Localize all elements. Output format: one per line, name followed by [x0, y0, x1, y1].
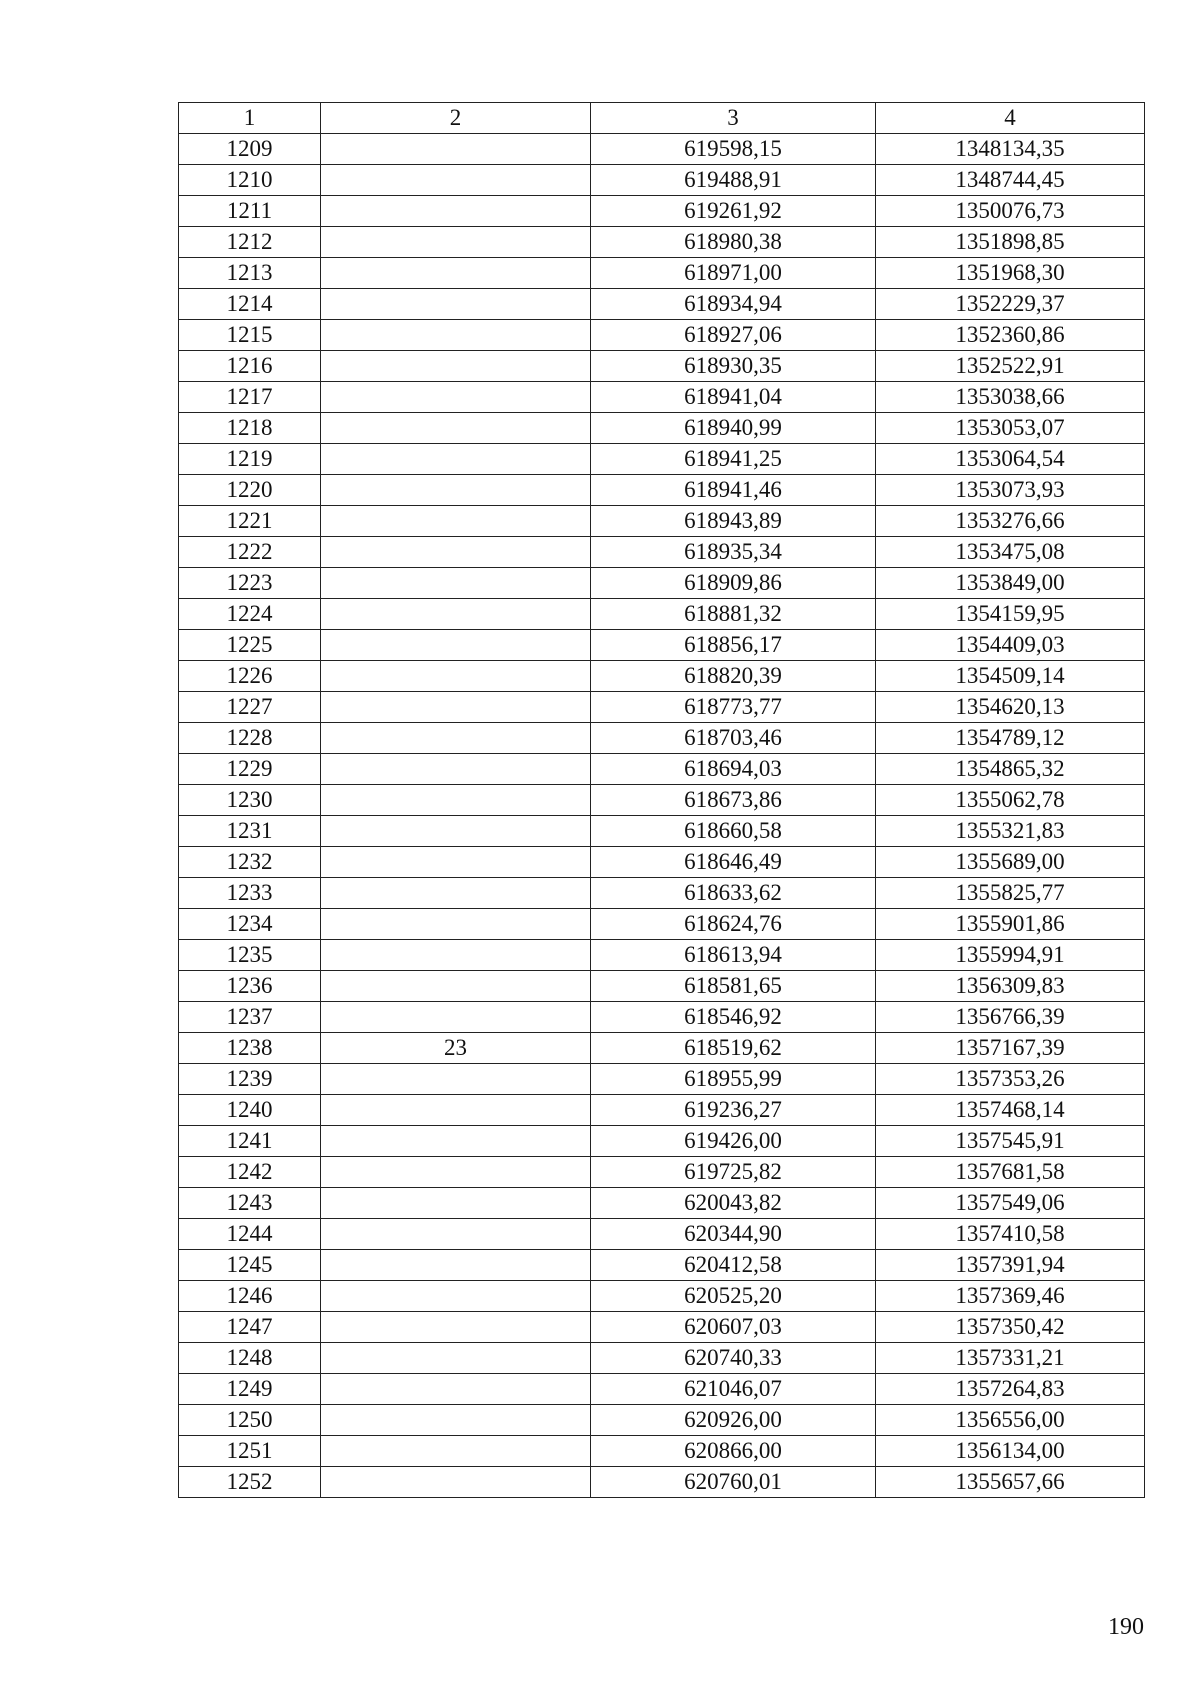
table-cell: 618881,32 [591, 599, 876, 630]
table-cell: 618856,17 [591, 630, 876, 661]
table-cell: 1353276,66 [876, 506, 1145, 537]
table-row [179, 413, 1145, 444]
table-row [179, 568, 1145, 599]
table-cell: 1248 [179, 1343, 321, 1374]
table-cell: 1357331,21 [876, 1343, 1145, 1374]
table-cell: 1226 [179, 661, 321, 692]
table-row [179, 1157, 1145, 1188]
table-cell: 1348134,35 [876, 134, 1145, 165]
table-cell [321, 289, 591, 320]
table-cell: 1241 [179, 1126, 321, 1157]
table-cell: 1355825,77 [876, 878, 1145, 909]
table-cell: 1225 [179, 630, 321, 661]
table-cell: 1252 [179, 1467, 321, 1498]
table-cell: 619488,91 [591, 165, 876, 196]
table-cell: 1223 [179, 568, 321, 599]
table-cell [321, 1095, 591, 1126]
table-cell [321, 1343, 591, 1374]
table-cell: 618703,46 [591, 723, 876, 754]
table-row [179, 351, 1145, 382]
table-cell: 1235 [179, 940, 321, 971]
table-cell: 1353849,00 [876, 568, 1145, 599]
table-row [179, 1126, 1145, 1157]
table-cell [321, 878, 591, 909]
table-row [179, 1064, 1145, 1095]
table-cell: 1211 [179, 196, 321, 227]
table-cell: 1353064,54 [876, 444, 1145, 475]
table-cell [321, 320, 591, 351]
table-row [179, 382, 1145, 413]
table-cell: 618934,94 [591, 289, 876, 320]
table-cell: 1229 [179, 754, 321, 785]
table-cell: 1212 [179, 227, 321, 258]
table-cell [321, 568, 591, 599]
table-cell: 620412,58 [591, 1250, 876, 1281]
table-cell: 618660,58 [591, 816, 876, 847]
table-row [179, 599, 1145, 630]
table-cell: 1214 [179, 289, 321, 320]
table-cell [321, 351, 591, 382]
page-number: 190 [1108, 1614, 1144, 1640]
table-row [179, 1436, 1145, 1467]
table-cell: 1357410,58 [876, 1219, 1145, 1250]
table-row [179, 1188, 1145, 1219]
table-cell [321, 909, 591, 940]
table-cell: 1230 [179, 785, 321, 816]
table-cell [321, 971, 591, 1002]
table-cell: 1238 [179, 1033, 321, 1064]
table-cell [321, 1250, 591, 1281]
table-cell: 1250 [179, 1405, 321, 1436]
table-cell: 1218 [179, 413, 321, 444]
table-row [179, 661, 1145, 692]
table-cell: 1353073,93 [876, 475, 1145, 506]
table-row [179, 196, 1145, 227]
table-cell: 620740,33 [591, 1343, 876, 1374]
table-cell: 1356134,00 [876, 1436, 1145, 1467]
table-cell [321, 506, 591, 537]
table-cell: 1221 [179, 506, 321, 537]
table-cell: 618980,38 [591, 227, 876, 258]
table-cell: 619598,15 [591, 134, 876, 165]
table-cell: 618673,86 [591, 785, 876, 816]
table-cell [321, 382, 591, 413]
table-cell: 1355062,78 [876, 785, 1145, 816]
table-cell: 619426,00 [591, 1126, 876, 1157]
table-cell: 1351968,30 [876, 258, 1145, 289]
table-cell: 1219 [179, 444, 321, 475]
table-cell: 620866,00 [591, 1436, 876, 1467]
table-cell: 1353475,08 [876, 537, 1145, 568]
table-cell: 1357468,14 [876, 1095, 1145, 1126]
table-row [179, 630, 1145, 661]
table-cell: 1251 [179, 1436, 321, 1467]
table-cell: 1357369,46 [876, 1281, 1145, 1312]
table-cell: 1233 [179, 878, 321, 909]
table-cell: 1357545,91 [876, 1126, 1145, 1157]
table-cell: 620926,00 [591, 1405, 876, 1436]
table-cell: 1237 [179, 1002, 321, 1033]
table-cell: 618943,89 [591, 506, 876, 537]
table-cell: 621046,07 [591, 1374, 876, 1405]
table-cell: 1350076,73 [876, 196, 1145, 227]
table-cell: 1217 [179, 382, 321, 413]
table-cell: 1216 [179, 351, 321, 382]
table-row [179, 1467, 1145, 1498]
table-cell: 1243 [179, 1188, 321, 1219]
table-cell [321, 413, 591, 444]
column-header: 2 [321, 103, 591, 134]
table-cell: 1352360,86 [876, 320, 1145, 351]
table-cell: 1247 [179, 1312, 321, 1343]
table-cell [321, 1157, 591, 1188]
table-cell: 1356309,83 [876, 971, 1145, 1002]
table-cell: 1234 [179, 909, 321, 940]
table-cell [321, 165, 591, 196]
table-row [179, 475, 1145, 506]
table-row [179, 1374, 1145, 1405]
table-cell: 1354409,03 [876, 630, 1145, 661]
table-cell: 618581,65 [591, 971, 876, 1002]
table-cell [321, 692, 591, 723]
table-cell: 1215 [179, 320, 321, 351]
table-cell: 618646,49 [591, 847, 876, 878]
table-cell: 620607,03 [591, 1312, 876, 1343]
table-row [179, 289, 1145, 320]
table-cell: 618927,06 [591, 320, 876, 351]
table-cell: 1357167,39 [876, 1033, 1145, 1064]
table-cell: 1354789,12 [876, 723, 1145, 754]
table-row [179, 320, 1145, 351]
table-cell: 1354865,32 [876, 754, 1145, 785]
table-cell [321, 475, 591, 506]
table-cell: 618546,92 [591, 1002, 876, 1033]
table-cell [321, 1405, 591, 1436]
table-cell: 620760,01 [591, 1467, 876, 1498]
table-cell [321, 1219, 591, 1250]
table-cell: 1352229,37 [876, 289, 1145, 320]
table-row [179, 1219, 1145, 1250]
table-cell [321, 661, 591, 692]
table-cell: 618909,86 [591, 568, 876, 599]
table-cell: 1357353,26 [876, 1064, 1145, 1095]
table-cell: 1351898,85 [876, 227, 1145, 258]
table-cell: 1357549,06 [876, 1188, 1145, 1219]
table-cell [321, 630, 591, 661]
table-cell [321, 258, 591, 289]
table-cell: 618519,62 [591, 1033, 876, 1064]
table-cell: 1246 [179, 1281, 321, 1312]
table-cell: 1236 [179, 971, 321, 1002]
table-cell: 1240 [179, 1095, 321, 1126]
table-row [179, 1002, 1145, 1033]
table-cell: 1231 [179, 816, 321, 847]
column-header: 3 [591, 103, 876, 134]
table-cell [321, 847, 591, 878]
table-row [179, 909, 1145, 940]
table-cell [321, 785, 591, 816]
table-cell: 1356556,00 [876, 1405, 1145, 1436]
table-row [179, 506, 1145, 537]
table-cell: 1357391,94 [876, 1250, 1145, 1281]
table-cell: 1354159,95 [876, 599, 1145, 630]
table-row [179, 816, 1145, 847]
table-cell: 618941,25 [591, 444, 876, 475]
table-cell [321, 1436, 591, 1467]
table-cell: 618955,99 [591, 1064, 876, 1095]
table-cell: 620525,20 [591, 1281, 876, 1312]
table-cell: 1244 [179, 1219, 321, 1250]
table-cell: 1356766,39 [876, 1002, 1145, 1033]
table-cell: 618624,76 [591, 909, 876, 940]
table-row [179, 134, 1145, 165]
table-cell: 1355321,83 [876, 816, 1145, 847]
table-cell: 618773,77 [591, 692, 876, 723]
table-cell: 1354620,13 [876, 692, 1145, 723]
table-row [179, 537, 1145, 568]
table-row [179, 1405, 1145, 1436]
table-cell [321, 754, 591, 785]
table-row [179, 1095, 1145, 1126]
table-cell: 1354509,14 [876, 661, 1145, 692]
table-cell: 1353038,66 [876, 382, 1145, 413]
table-cell [321, 940, 591, 971]
table-row [179, 785, 1145, 816]
table-row [179, 165, 1145, 196]
table-cell [321, 1467, 591, 1498]
table-cell: 618820,39 [591, 661, 876, 692]
table-cell: 1220 [179, 475, 321, 506]
table-cell: 618694,03 [591, 754, 876, 785]
table-cell [321, 1312, 591, 1343]
table-cell [321, 1281, 591, 1312]
table-row [179, 847, 1145, 878]
table-cell: 1355994,91 [876, 940, 1145, 971]
table-cell: 1357681,58 [876, 1157, 1145, 1188]
table-cell: 618935,34 [591, 537, 876, 568]
table-row [179, 971, 1145, 1002]
table-cell [321, 816, 591, 847]
table-row [179, 692, 1145, 723]
table-cell: 23 [321, 1033, 591, 1064]
table-cell: 618971,00 [591, 258, 876, 289]
table-row [179, 723, 1145, 754]
table-cell: 1355689,00 [876, 847, 1145, 878]
table-cell: 1242 [179, 1157, 321, 1188]
table-cell: 1245 [179, 1250, 321, 1281]
table-row [179, 878, 1145, 909]
table-cell: 619261,92 [591, 196, 876, 227]
table-cell: 1249 [179, 1374, 321, 1405]
table-cell [321, 227, 591, 258]
table-cell: 1348744,45 [876, 165, 1145, 196]
table-cell: 1224 [179, 599, 321, 630]
table-cell: 1222 [179, 537, 321, 568]
table-row [179, 1033, 1145, 1064]
table-cell [321, 1374, 591, 1405]
table-cell: 1209 [179, 134, 321, 165]
table-cell: 618633,62 [591, 878, 876, 909]
table-cell: 1213 [179, 258, 321, 289]
table-cell [321, 1064, 591, 1095]
table-cell [321, 444, 591, 475]
table-cell: 619236,27 [591, 1095, 876, 1126]
table-cell: 618941,46 [591, 475, 876, 506]
table-cell: 1355901,86 [876, 909, 1145, 940]
column-header: 1 [179, 103, 321, 134]
table-cell: 618941,04 [591, 382, 876, 413]
table-cell [321, 723, 591, 754]
table-cell: 620344,90 [591, 1219, 876, 1250]
table-cell: 1357350,42 [876, 1312, 1145, 1343]
table-cell: 618613,94 [591, 940, 876, 971]
table-cell: 618940,99 [591, 413, 876, 444]
table-row [179, 1312, 1145, 1343]
table-cell [321, 196, 591, 227]
coordinates-table [178, 102, 1145, 1498]
table-cell: 1239 [179, 1064, 321, 1095]
column-header: 4 [876, 103, 1145, 134]
table-row [179, 227, 1145, 258]
table-cell: 1353053,07 [876, 413, 1145, 444]
table-header-row [179, 103, 1145, 134]
table-cell [321, 599, 591, 630]
table-row [179, 1343, 1145, 1374]
table-row [179, 444, 1145, 475]
table-row [179, 258, 1145, 289]
table-row [179, 1250, 1145, 1281]
table-cell: 620043,82 [591, 1188, 876, 1219]
table-cell [321, 1002, 591, 1033]
table-cell: 1232 [179, 847, 321, 878]
table-body [179, 134, 1145, 1498]
table-cell: 1228 [179, 723, 321, 754]
table-row [179, 1281, 1145, 1312]
table-cell: 1355657,66 [876, 1467, 1145, 1498]
table-cell: 619725,82 [591, 1157, 876, 1188]
table-row [179, 754, 1145, 785]
table-cell [321, 1188, 591, 1219]
table-cell: 1227 [179, 692, 321, 723]
table-row [179, 940, 1145, 971]
table-cell: 1210 [179, 165, 321, 196]
table-cell [321, 134, 591, 165]
table-cell [321, 1126, 591, 1157]
table-cell [321, 537, 591, 568]
table-cell: 1352522,91 [876, 351, 1145, 382]
table-cell: 618930,35 [591, 351, 876, 382]
table-cell: 1357264,83 [876, 1374, 1145, 1405]
